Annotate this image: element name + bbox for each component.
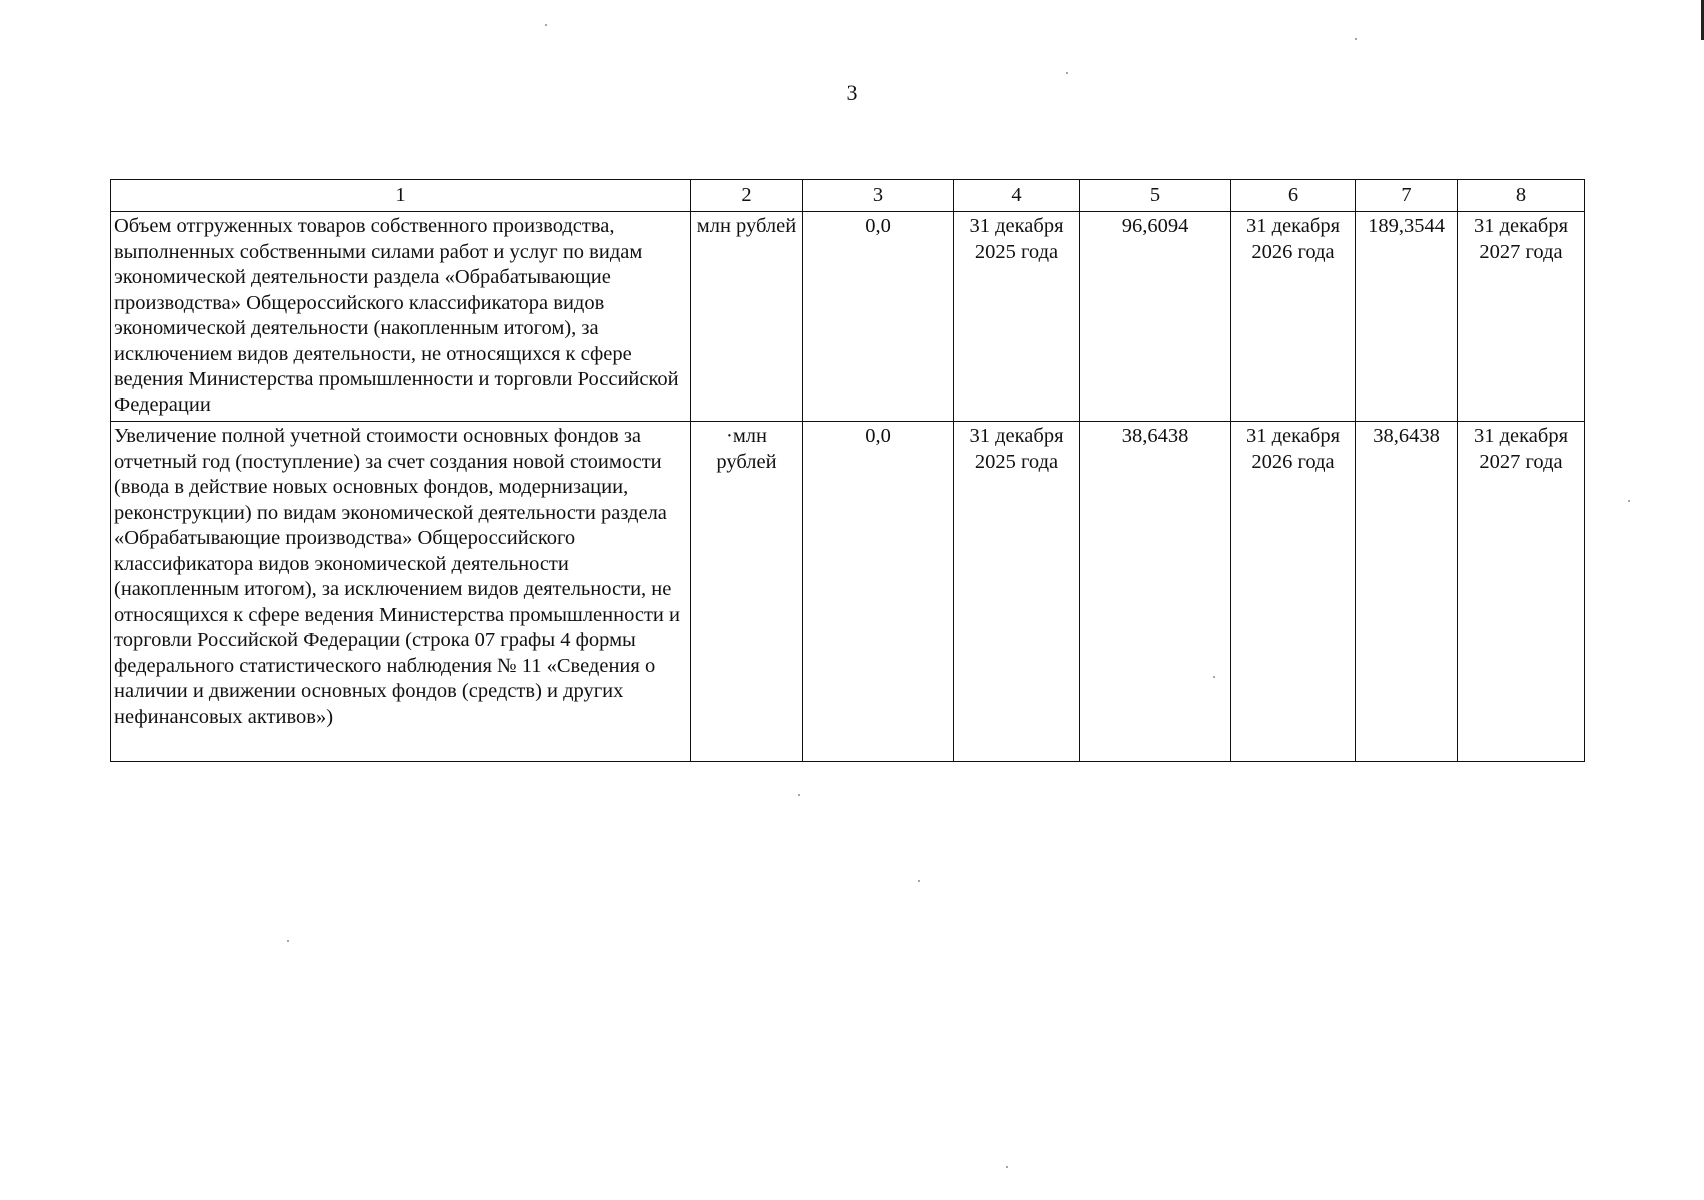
value-2026-cell: 96,6094 [1080,212,1231,422]
column-header-6: 6 [1231,180,1356,212]
column-header-3: 3 [803,180,954,212]
value-2027-cell: 38,6438 [1356,422,1458,762]
table-row [111,212,1585,422]
base-value-cell: 0,0 [803,422,954,762]
date-2027-cell: 31 декабря 2027 года [1458,422,1585,762]
date-2025-cell: 31 декабря 2025 года [954,212,1080,422]
column-header-2: 2 [691,180,803,212]
column-header-1: 1 [111,180,691,212]
date-2026-cell: 31 декабря 2026 года [1231,212,1356,422]
unit-cell: млн рублей [691,212,803,422]
column-header-4: 4 [954,180,1080,212]
table-row [111,422,1585,762]
scan-speck [287,940,289,942]
indicator-name: Объем отгруженных товаров собственного производства, выполненных собственными силами работ и услуг по видам экономической деятельности раздела «Обрабатывающие производства» Общероссийского классификатора видов экономической деятельности (накопленным итогом), за исключением видов деятельности, не относящихся к сфере ведения Министерства промышленности и торговли Российской Федерации [111,212,691,422]
scan-speck [1628,500,1630,502]
page-number: 3 [846,80,858,105]
column-header-8: 8 [1458,180,1585,212]
column-header-7: 7 [1356,180,1458,212]
header-row [111,180,1585,212]
scan-speck [1066,72,1068,74]
base-value-cell: 0,0 [803,212,954,422]
scan-speck [1006,1166,1008,1168]
date-2027-cell: 31 декабря 2027 года [1458,212,1585,422]
indicators-table [110,179,1585,762]
scan-speck [545,24,547,26]
unit-cell: ·млн рублей [691,422,803,762]
scan-speck [1355,38,1357,40]
value-2026-cell: 38,6438 [1080,422,1231,762]
value-2027-cell: 189,3544 [1356,212,1458,422]
column-header-5: 5 [1080,180,1231,212]
date-2025-cell: 31 декабря 2025 года [954,422,1080,762]
scan-speck [798,794,800,796]
date-2026-cell: 31 декабря 2026 года [1231,422,1356,762]
scan-speck [918,880,920,882]
indicator-name: Увеличение полной учетной стоимости основных фондов за отчетный год (поступление) за счет создания новой стоимости (ввода в действие новых основных фондов, модернизации, реконструкции) по видам экономической деятельности раздела «Обрабатывающие производства» Общероссийского классификатора видов экономической деятельности (накопленным итогом), за исключением видов деятельности, не относящихся к сфере ведения Министерства промышленности и торговли Российской Федерации (строка 07 графы 4 формы федерального статистического наблюдения № 11 «Сведения о наличии и движении основных фондов (средств) и других нефинансовых активов») [111,422,691,762]
